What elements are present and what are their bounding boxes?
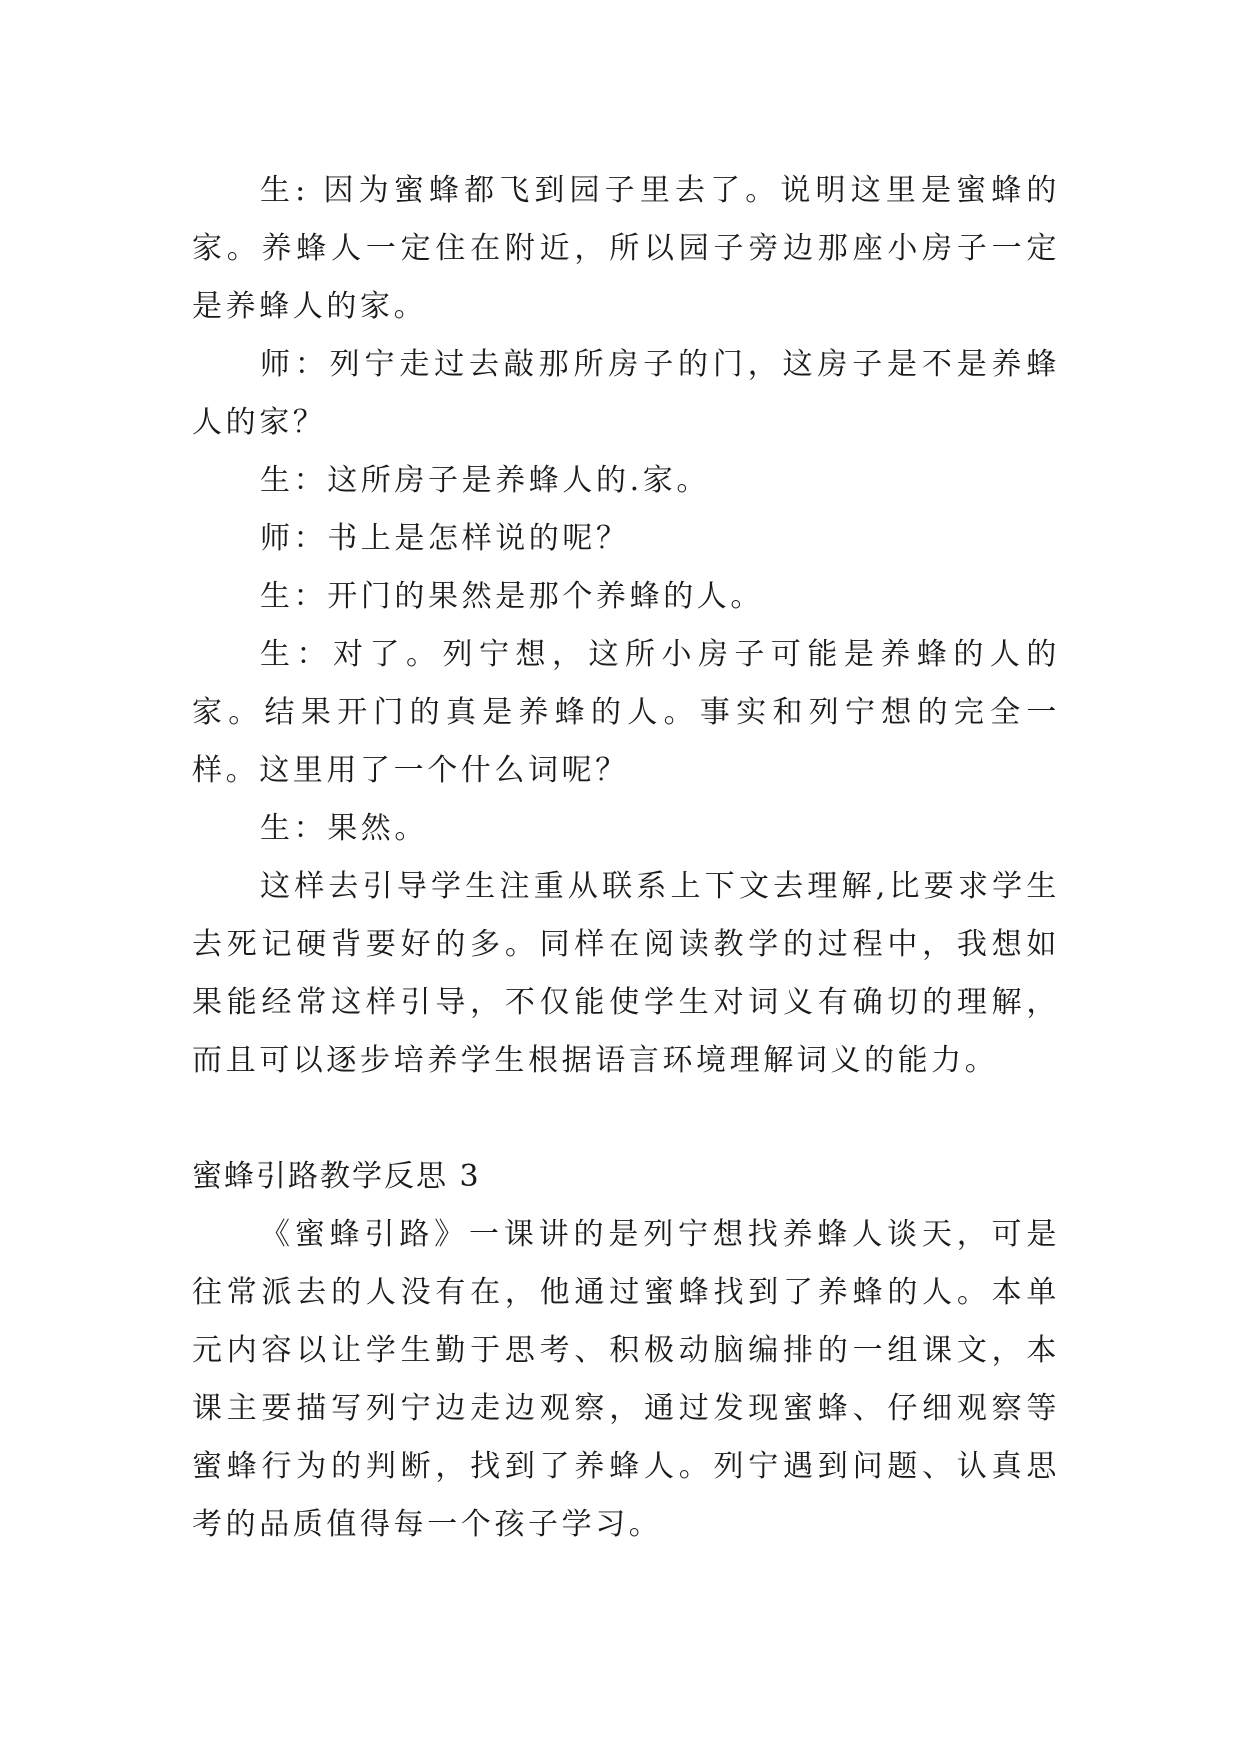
paragraph: 师：书上是怎样说的呢？ bbox=[260, 521, 630, 556]
paragraph: 生：对了。列宁想，这所小房子可能是养蜂的人的家。结果开门的真是养蜂的人。事实和列宁想的完全一样。这里用了一个什么词呢？ bbox=[192, 637, 1060, 788]
section-heading: 蜜蜂引路教学反思 3 bbox=[192, 1159, 481, 1194]
paragraph: 生: 因为蜜蜂都飞到园子里去了。说明这里是蜜蜂的家。养蜂人一定住在附近，所以园子旁边那座小房子一定是养蜂人的家。 bbox=[192, 173, 1060, 324]
paragraph: 生：开门的果然是那个养蜂的人。 bbox=[260, 579, 764, 614]
paragraph: 生：果然。 bbox=[260, 811, 428, 846]
paragraph: 生：这所房子是养蜂人的.家。 bbox=[260, 463, 710, 498]
document-body bbox=[192, 162, 1060, 1554]
paragraph: 《蜜蜂引路》一课讲的是列宁想找养蜂人谈天，可是往常派去的人没有在，他通过蜜蜂找到了养蜂的人。本单元内容以让学生勤于思考、积极动脑编排的一组课文，本课主要描写列宁边走边观察，通过发现蜜蜂、仔细观察等蜜蜂行为的判断，找到了养蜂人。列宁遇到问题、认真思考的品质值得每一个孩子学习。 bbox=[192, 1217, 1060, 1542]
paragraph: 这样去引导学生注重从联系上下文去理解,比要求学生去死记硬背要好的多。同样在阅读教学的过程中，我想如果能经常这样引导，不仅能使学生对词义有确切的理解，而且可以逐步培养学生根据语言环境理解词义的能力。 bbox=[192, 869, 1060, 1078]
paragraph: 师：列宁走过去敲那所房子的门，这房子是不是养蜂人的家？ bbox=[192, 347, 1060, 440]
